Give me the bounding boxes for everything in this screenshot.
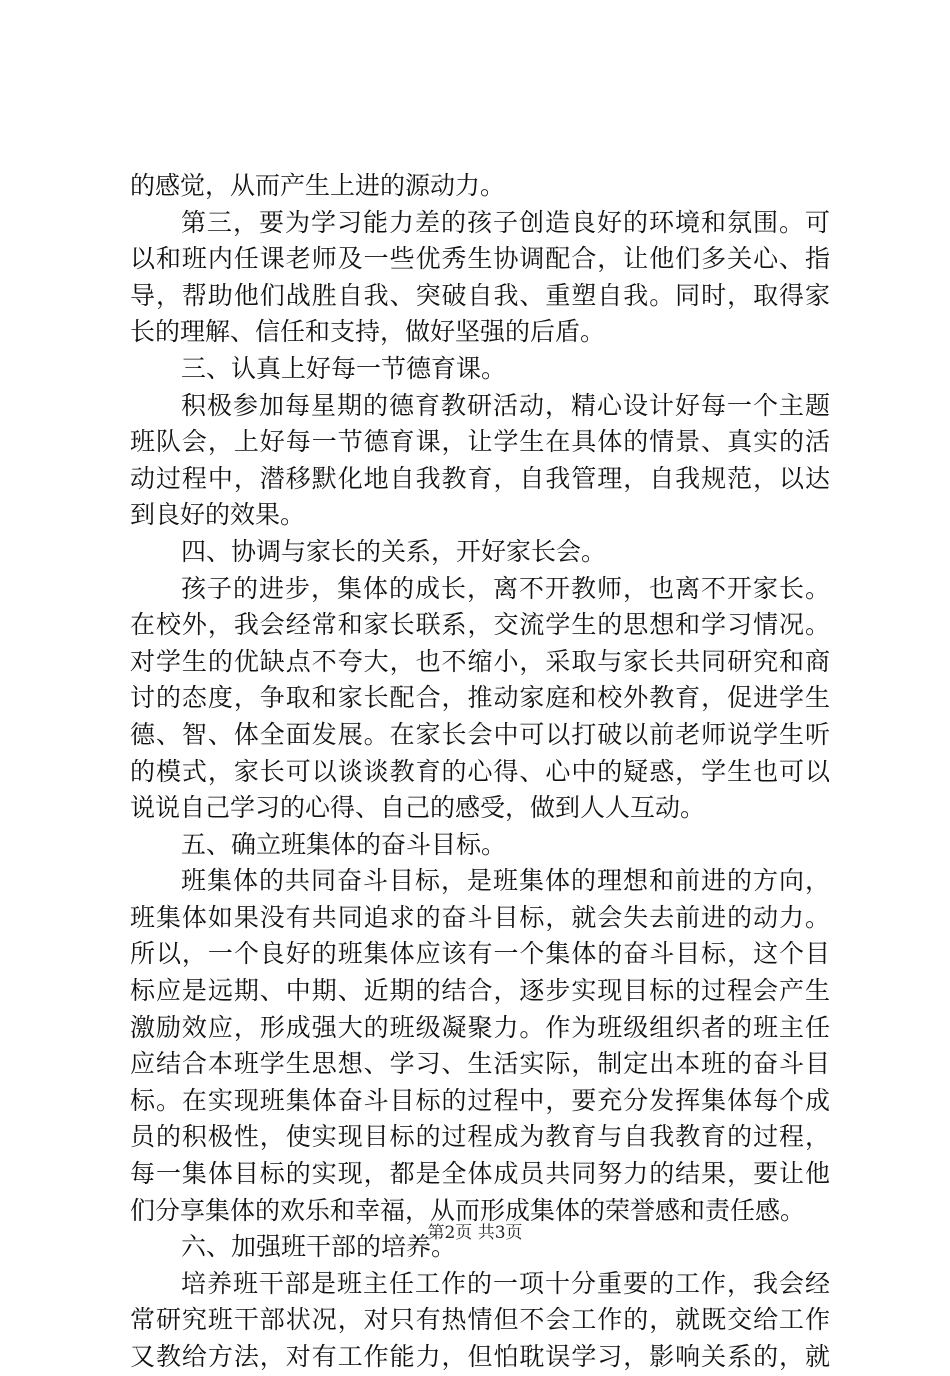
text-line: 班队会，上好每一节德育课，让学生在具体的情景、真实的活: [130, 427, 830, 457]
text-line: 又教给方法，对有工作能力，但怕耽误学习，影响关系的，就: [130, 1342, 830, 1371]
text-line: 动过程中，潜移默化地自我教育，自我管理，自我规范，以达: [130, 463, 830, 493]
text-line: 班集体如果没有共同追求的奋斗目标，就会失去前进的动力。: [130, 902, 830, 932]
text-line: 对学生的优缺点不夸大，也不缩小，采取与家长共同研究和商: [130, 646, 830, 676]
body-text: [130, 168, 830, 1376]
text-line: 积极参加每星期的德育教研活动，精心设计好每一个主题: [181, 390, 830, 420]
text-line: 德、智、体全面发展。在家长会中可以打破以前老师说学生听: [130, 719, 830, 749]
text-line: 到良好的效果。: [130, 500, 306, 530]
text-line: 标。在实现班集体奋斗目标的过程中，要充分发挥集体每个成: [130, 1085, 830, 1115]
text-line: 的模式，家长可以谈谈教育的心得、心中的疑惑，学生也可以: [130, 756, 830, 786]
text-line: 班集体的共同奋斗目标，是班集体的理想和前进的方向，: [181, 866, 830, 896]
text-line: 培养班干部是班主任工作的一项十分重要的工作，我会经: [181, 1268, 830, 1298]
text-line: 们分享集体的欢乐和幸福，从而形成集体的荣誉感和责任感。: [130, 1195, 806, 1225]
text-line: 讨的态度，争取和家长配合，推动家庭和校外教育，促进学生: [130, 683, 830, 713]
text-line: 员的积极性，使实现目标的过程成为教育与自我教育的过程，: [130, 1122, 830, 1152]
text-line: 所以，一个良好的班集体应该有一个集体的奋斗目标，这个目: [130, 939, 830, 969]
text-line: 五、确立班集体的奋斗目标。: [181, 829, 507, 859]
text-line: 应结合本班学生思想、学习、生活实际，制定出本班的奋斗目: [130, 1049, 830, 1079]
text-line: 导，帮助他们战胜自我、突破自我、重塑自我。同时，取得家: [130, 280, 830, 310]
text-line: 三、认真上好每一节德育课。: [181, 353, 507, 383]
text-line: 常研究班干部状况，对只有热情但不会工作的，就既交给工作: [130, 1305, 830, 1335]
text-line: 六、加强班干部的培养。: [181, 1232, 457, 1262]
text-line: 的感觉，从而产生上进的源动力。: [130, 171, 506, 200]
text-line: 以和班内任课老师及一些优秀生协调配合，让他们多关心、指: [130, 244, 830, 274]
text-line: 在校外，我会经常和家长联系，交流学生的思想和学习情况。: [130, 610, 830, 640]
text-line: 激励效应，形成强大的班级凝聚力。作为班级组织者的班主任: [130, 1012, 830, 1042]
page-footer: 第2页 共3页: [427, 1223, 523, 1243]
text-line: 每一集体目标的实现，都是全体成员共同努力的结果，要让他: [130, 1159, 830, 1189]
text-line: 长的理解、信任和支持，做好坚强的后盾。: [130, 317, 606, 347]
text-line: 说说自己学习的心得、自己的感受，做到人人互动。: [130, 793, 706, 823]
text-line: 四、协调与家长的关系，开好家长会。: [181, 536, 607, 566]
text-line: 标应是远期、中期、近期的结合，逐步实现目标的过程会产生: [130, 976, 830, 1006]
text-line: 孩子的进步，集体的成长，离不开教师，也离不开家长。: [181, 573, 830, 603]
text-line: 第三，要为学习能力差的孩子创造良好的环境和氛围。可: [181, 207, 830, 237]
